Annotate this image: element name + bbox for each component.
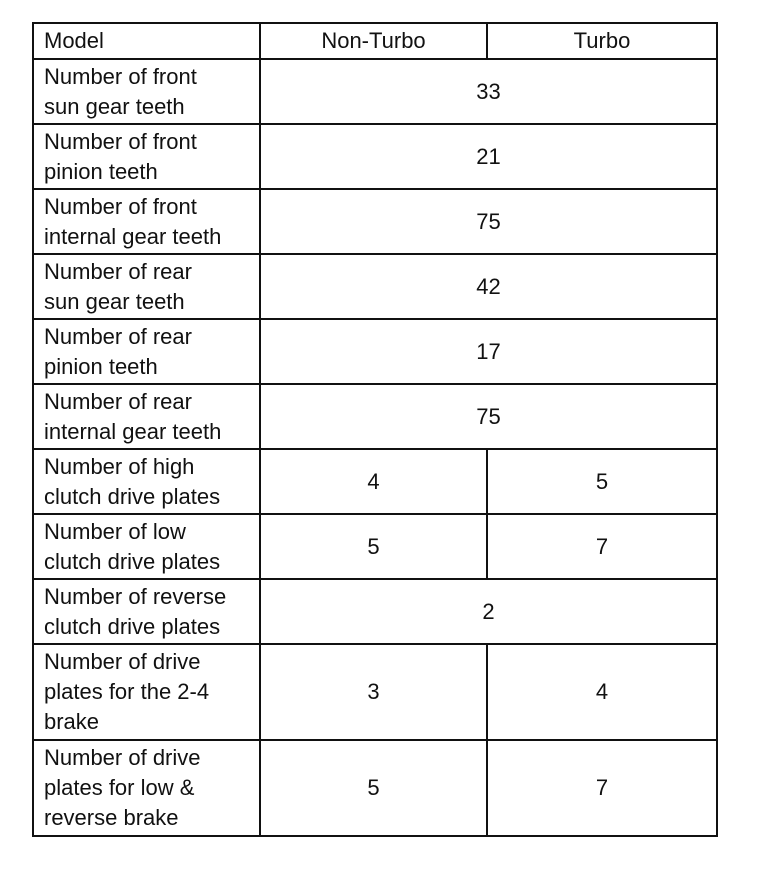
row-label: Number of front sun gear teeth — [33, 59, 260, 124]
table-row — [33, 644, 717, 740]
table-row — [33, 449, 717, 514]
row-value-non-turbo: 4 — [260, 449, 487, 514]
table-row — [33, 254, 717, 319]
header-model: Model — [33, 23, 260, 59]
row-value-turbo: 5 — [487, 449, 717, 514]
gear-specification-table — [32, 22, 718, 837]
row-value: 2 — [260, 579, 717, 644]
table-row — [33, 514, 717, 579]
row-label: Number of rear internal gear teeth — [33, 384, 260, 449]
row-label: Number of low clutch drive plates — [33, 514, 260, 579]
row-value-non-turbo: 3 — [260, 644, 487, 740]
row-label: Number of rear pinion teeth — [33, 319, 260, 384]
row-value: 42 — [260, 254, 717, 319]
row-value: 21 — [260, 124, 717, 189]
row-label: Number of reverse clutch drive plates — [33, 579, 260, 644]
row-label: Number of high clutch drive plates — [33, 449, 260, 514]
row-value: 75 — [260, 189, 717, 254]
row-label: Number of drive plates for the 2-4 brake — [33, 644, 260, 740]
row-value: 17 — [260, 319, 717, 384]
row-value-turbo: 4 — [487, 644, 717, 740]
table-row — [33, 579, 717, 644]
row-label: Number of front internal gear teeth — [33, 189, 260, 254]
table-header-row — [33, 23, 717, 59]
row-value-non-turbo: 5 — [260, 514, 487, 579]
table-row — [33, 124, 717, 189]
table-row — [33, 740, 717, 836]
row-value: 75 — [260, 384, 717, 449]
table-row — [33, 59, 717, 124]
row-label: Number of front pinion teeth — [33, 124, 260, 189]
header-turbo: Turbo — [487, 23, 717, 59]
row-value: 33 — [260, 59, 717, 124]
row-label: Number of drive plates for low & reverse brake — [33, 740, 260, 836]
table-row — [33, 319, 717, 384]
row-label: Number of rear sun gear teeth — [33, 254, 260, 319]
row-value-non-turbo: 5 — [260, 740, 487, 836]
table-row — [33, 189, 717, 254]
header-non-turbo: Non-Turbo — [260, 23, 487, 59]
table-row — [33, 384, 717, 449]
row-value-turbo: 7 — [487, 740, 717, 836]
row-value-turbo: 7 — [487, 514, 717, 579]
